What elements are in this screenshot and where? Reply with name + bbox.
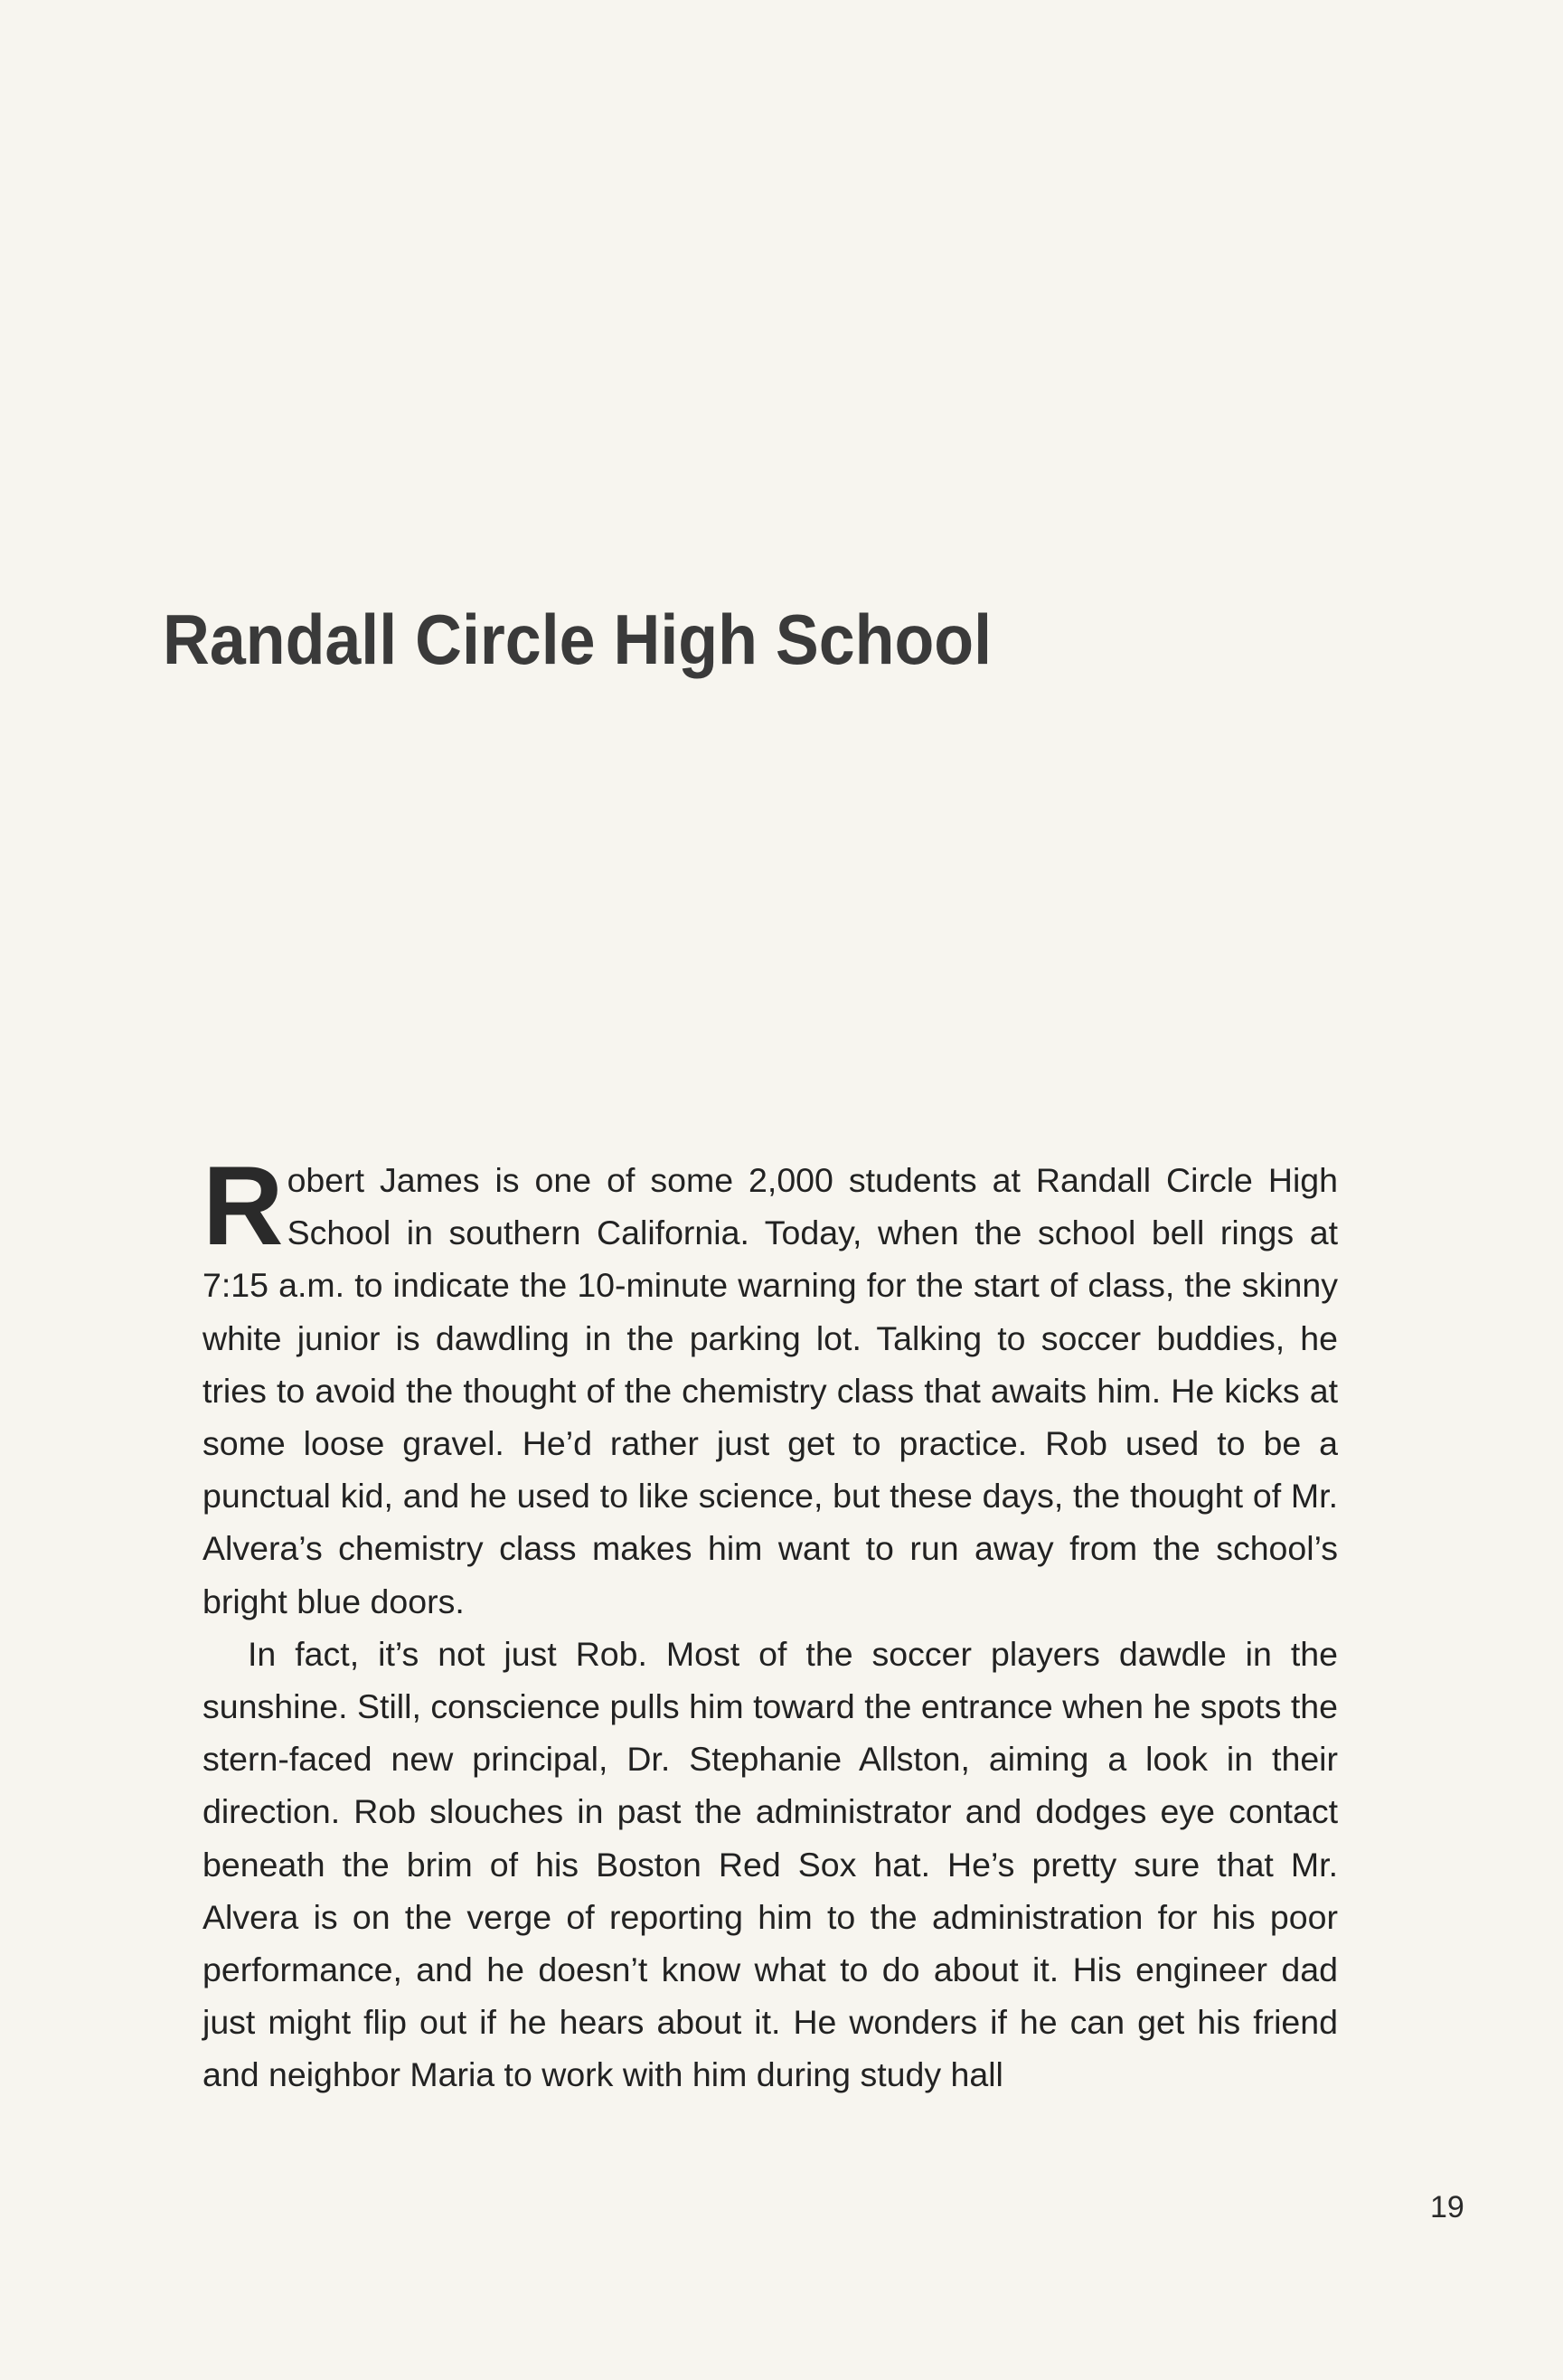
paragraph-2: In fact, it’s not just Rob. Most of the soccer players dawdle in the sunshine. Still, conscience pulls him toward the entrance when he spots the stern-faced new principal, Dr. Stephanie Allston, aiming a look in their direction. Rob slouches in past the administrator and dodges eye contact beneath the brim of his Boston Red Sox hat. He’s pretty sure that Mr. Alvera is on the verge of reporting him to the administration for his poor performance, and he doesn’t know what to do about it. His engineer dad just might flip out if he hears about it. He wonders if he can get his friend and neighbor Maria to work with him during study hall — [202, 1634, 1338, 2094]
chapter-title: Randall Circle High School — [163, 600, 993, 679]
paragraph-1 — [202, 1144, 1338, 1628]
paragraph-1-text: obert James is one of some 2,000 students at Randall Circle High School in southern California. Today, when the school bell rings at 7:15 a.m. to indicate the 10-minute warning for the start of class, the skinny white junior is dawdling in the parking lot. Talking to soccer buddies, he tries to avoid the thought of the chemistry class that awaits him. He kicks at some loose gravel. He’d rather just get to practice. Rob used to be a punctual kid, and he used to like science, but these days, the thought of Mr. Alvera’s chemistry class makes him want to run away from the school’s bright blue doors. — [202, 1161, 1338, 1620]
drop-cap: R — [202, 1144, 284, 1269]
page-number: 19 — [1430, 2190, 1464, 2224]
body-text — [202, 1144, 1338, 2101]
